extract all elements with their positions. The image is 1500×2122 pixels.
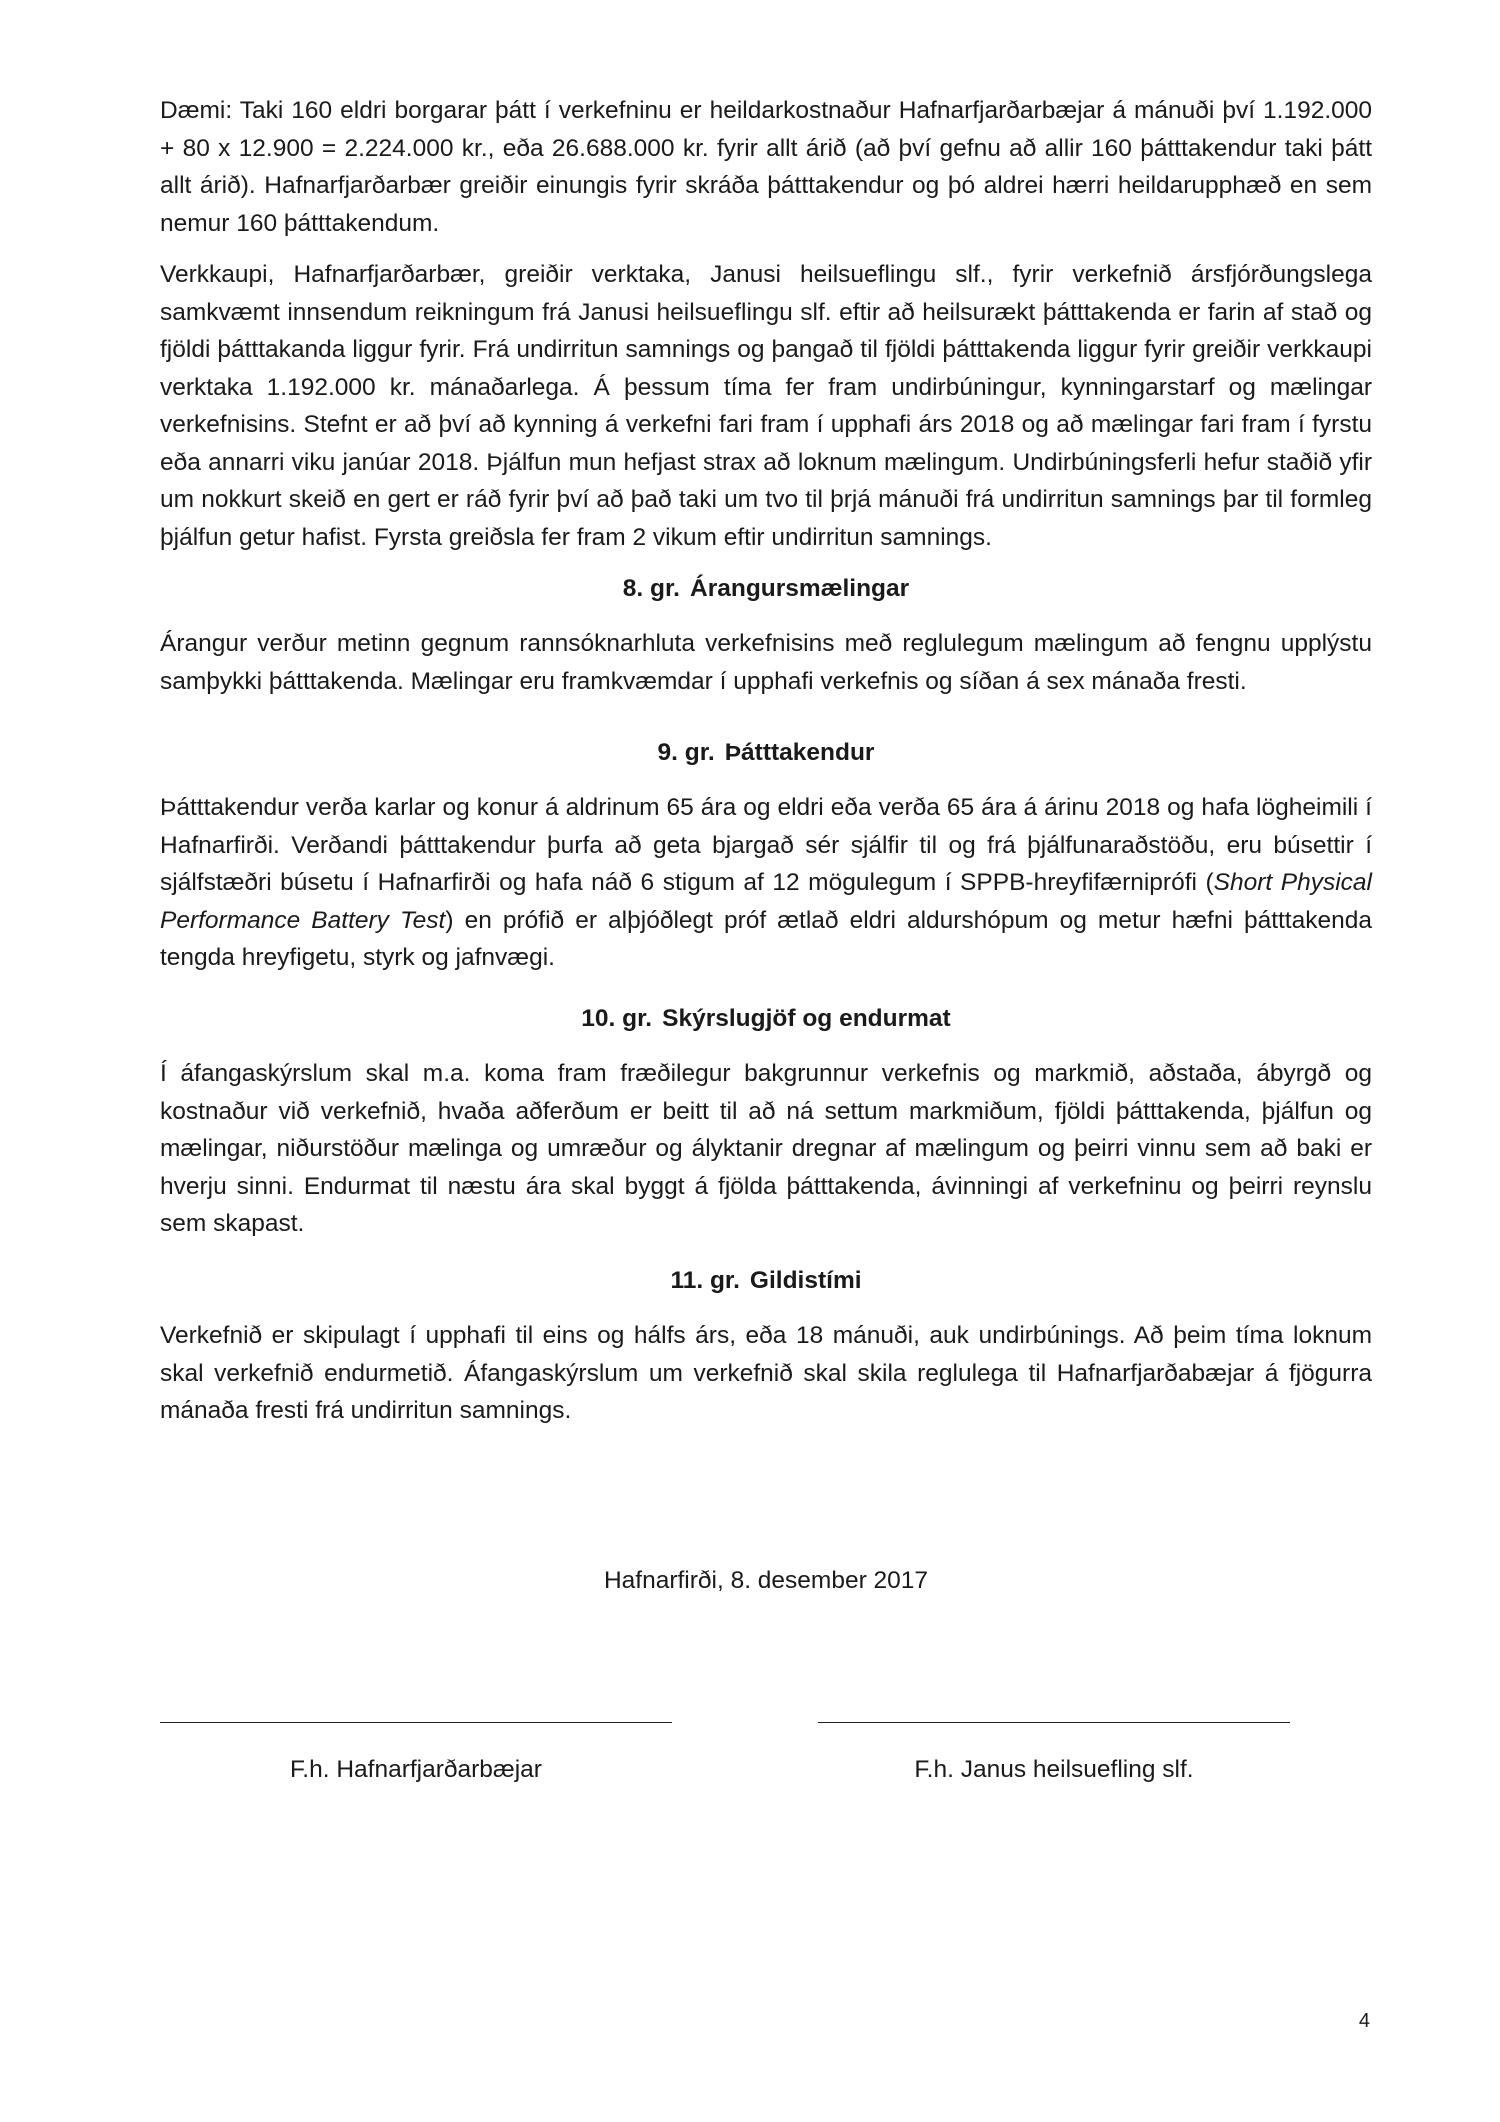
heading-section-8 — [160, 570, 1372, 608]
sppb-test-name: Short Physical Performance Battery Test — [160, 869, 1372, 934]
heading-section-11 — [160, 1262, 1372, 1300]
heading-section-9-title: Þátttakendur — [724, 739, 875, 766]
heading-section-11-number: 11. gr. — [670, 1267, 740, 1294]
heading-section-8-number: 8. gr. — [622, 575, 680, 602]
paragraph-participants — [160, 789, 1372, 977]
heading-section-11-title: Gildistími — [749, 1267, 862, 1294]
participants-text-part-2: ) en prófið er alþjóðlegt próf ætlað eldri aldurshópum og metur hæfni þátttakenda tengda hreyfigetu, styrk og jafnvægi. — [160, 906, 1372, 971]
paragraph-example-cost: Dæmi: Taki 160 eldri borgarar þátt í verkefninu er heildarkostnaður Hafnarfjarðarbæjar á mánuði því 1.192.000 + 80 x 12.900 = 2.224.000 kr., eða 26.688.000 kr. fyrir allt árið (að því gefnu að allir 160 þátttakendur taki þátt allt árið). Hafnarfjarðarbær greiðir einungis fyrir skráða þátttakendur og þó aldrei hærri heildarupphæð en sem nemur 160 þátttakendum. — [160, 97, 1372, 237]
paragraph-reports-evaluation: Í áfangaskýrslum skal m.a. koma fram fræðilegur bakgrunnur verkefnis og markmið, aðstaða, ábyrgð og kostnaður við verkefnið, hvaða aðferðum er beitt til að ná settum markmiðum, fjöldi þátttakenda, þjálfun og mælingar, niðurstöður mælinga og umræður og ályktanir dregnar af mælingum og þeirri vinnu sem að baki er hverju sinni. Endurmat til næstu ára skal byggt á fjölda þátttakenda, ávinningi af verkefninu og þeirri reynslu sem skapast. — [160, 1060, 1372, 1237]
heading-section-10-title: Skýrslugjöf og endurmat — [662, 1005, 951, 1032]
signature-line-left — [160, 1722, 672, 1723]
place-and-date: Hafnarfirði, 8. desember 2017 — [603, 1567, 929, 1594]
paragraph-results-measurement: Árangur verður metinn gegnum rannsóknarhluta verkefnisins með reglulegum mælingum að fengnu upplýstu samþykki þátttakenda. Mælingar eru framkvæmdar í upphafi verkefnis og síðan á sex mánaða fresti. — [160, 630, 1372, 695]
heading-section-10-number: 10. gr. — [581, 1005, 653, 1032]
heading-section-9-number: 9. gr. — [657, 739, 715, 766]
heading-section-10 — [160, 1000, 1372, 1038]
participants-text-part-1: Þátttakendur verða karlar og konur á aldrinum 65 ára og eldri eða verða 65 ára á árinu 2018 og hafa lögheimili í Hafnarfirði. Verðandi þátttakendur þurfa að geta bjargað sér sjálfir til og frá þjálfunaraðstöðu, eru búsettir í sjálfstæðri búsetu í Hafnarfirði og hafa náð 6 stigum af 12 mögulegum í SPPB-hreyfifærniprófi ( — [160, 794, 1372, 896]
heading-section-9 — [160, 734, 1372, 772]
signature-line-right — [818, 1722, 1290, 1723]
signature-label-right: F.h. Janus heilsuefling slf. — [914, 1756, 1194, 1783]
paragraph-payment-terms: Verkkaupi, Hafnarfjarðarbær, greiðir verktaka, Janusi heilsueflingu slf., fyrir verkefnið ársfjórðungslega samkvæmt innsendum reikningum frá Janusi heilsueflingu slf. eftir að heilsurækt þátttakenda er farin af stað og fjöldi þátttakanda liggur fyrir. Frá undirritun samnings og þangað til fjöldi þátttakenda liggur fyrir greiðir verkkaupi verktaka 1.192.000 kr. mánaðarlega. Á þessum tíma fer fram undirbúningur, kynningarstarf og mælingar verkefnisins. Stefnt er að því að kynning á verkefni fari fram í upphafi árs 2018 og að mælingar fari fram í fyrstu eða annarri viku janúar 2018. Þjálfun mun hefjast strax að loknum mælingum. Undirbúningsferli hefur staðið yfir um nokkurt skeið en gert er ráð fyrir því að það taki um tvo til þrjá mánuði frá undirritun samnings þar til formleg þjálfun getur hafist. Fyrsta greiðsla fer fram 2 vikum eftir undirritun samnings. — [160, 261, 1372, 551]
signature-label-left: F.h. Hafnarfjarðarbæjar — [290, 1756, 542, 1783]
paragraph-validity-period: Verkefnið er skipulagt í upphafi til eins og hálfs árs, eða 18 mánuði, auk undirbúnings. Að þeim tíma loknum skal verkefnið endurmetið. Áfangaskýrslum um verkefnið skal skila reglulega til Hafnarfjarðabæjar á fjögurra mánaða fresti frá undirritun samnings. — [160, 1322, 1372, 1424]
heading-section-8-title: Árangursmælingar — [690, 575, 910, 602]
page-number: 4 — [1358, 2010, 1370, 2032]
